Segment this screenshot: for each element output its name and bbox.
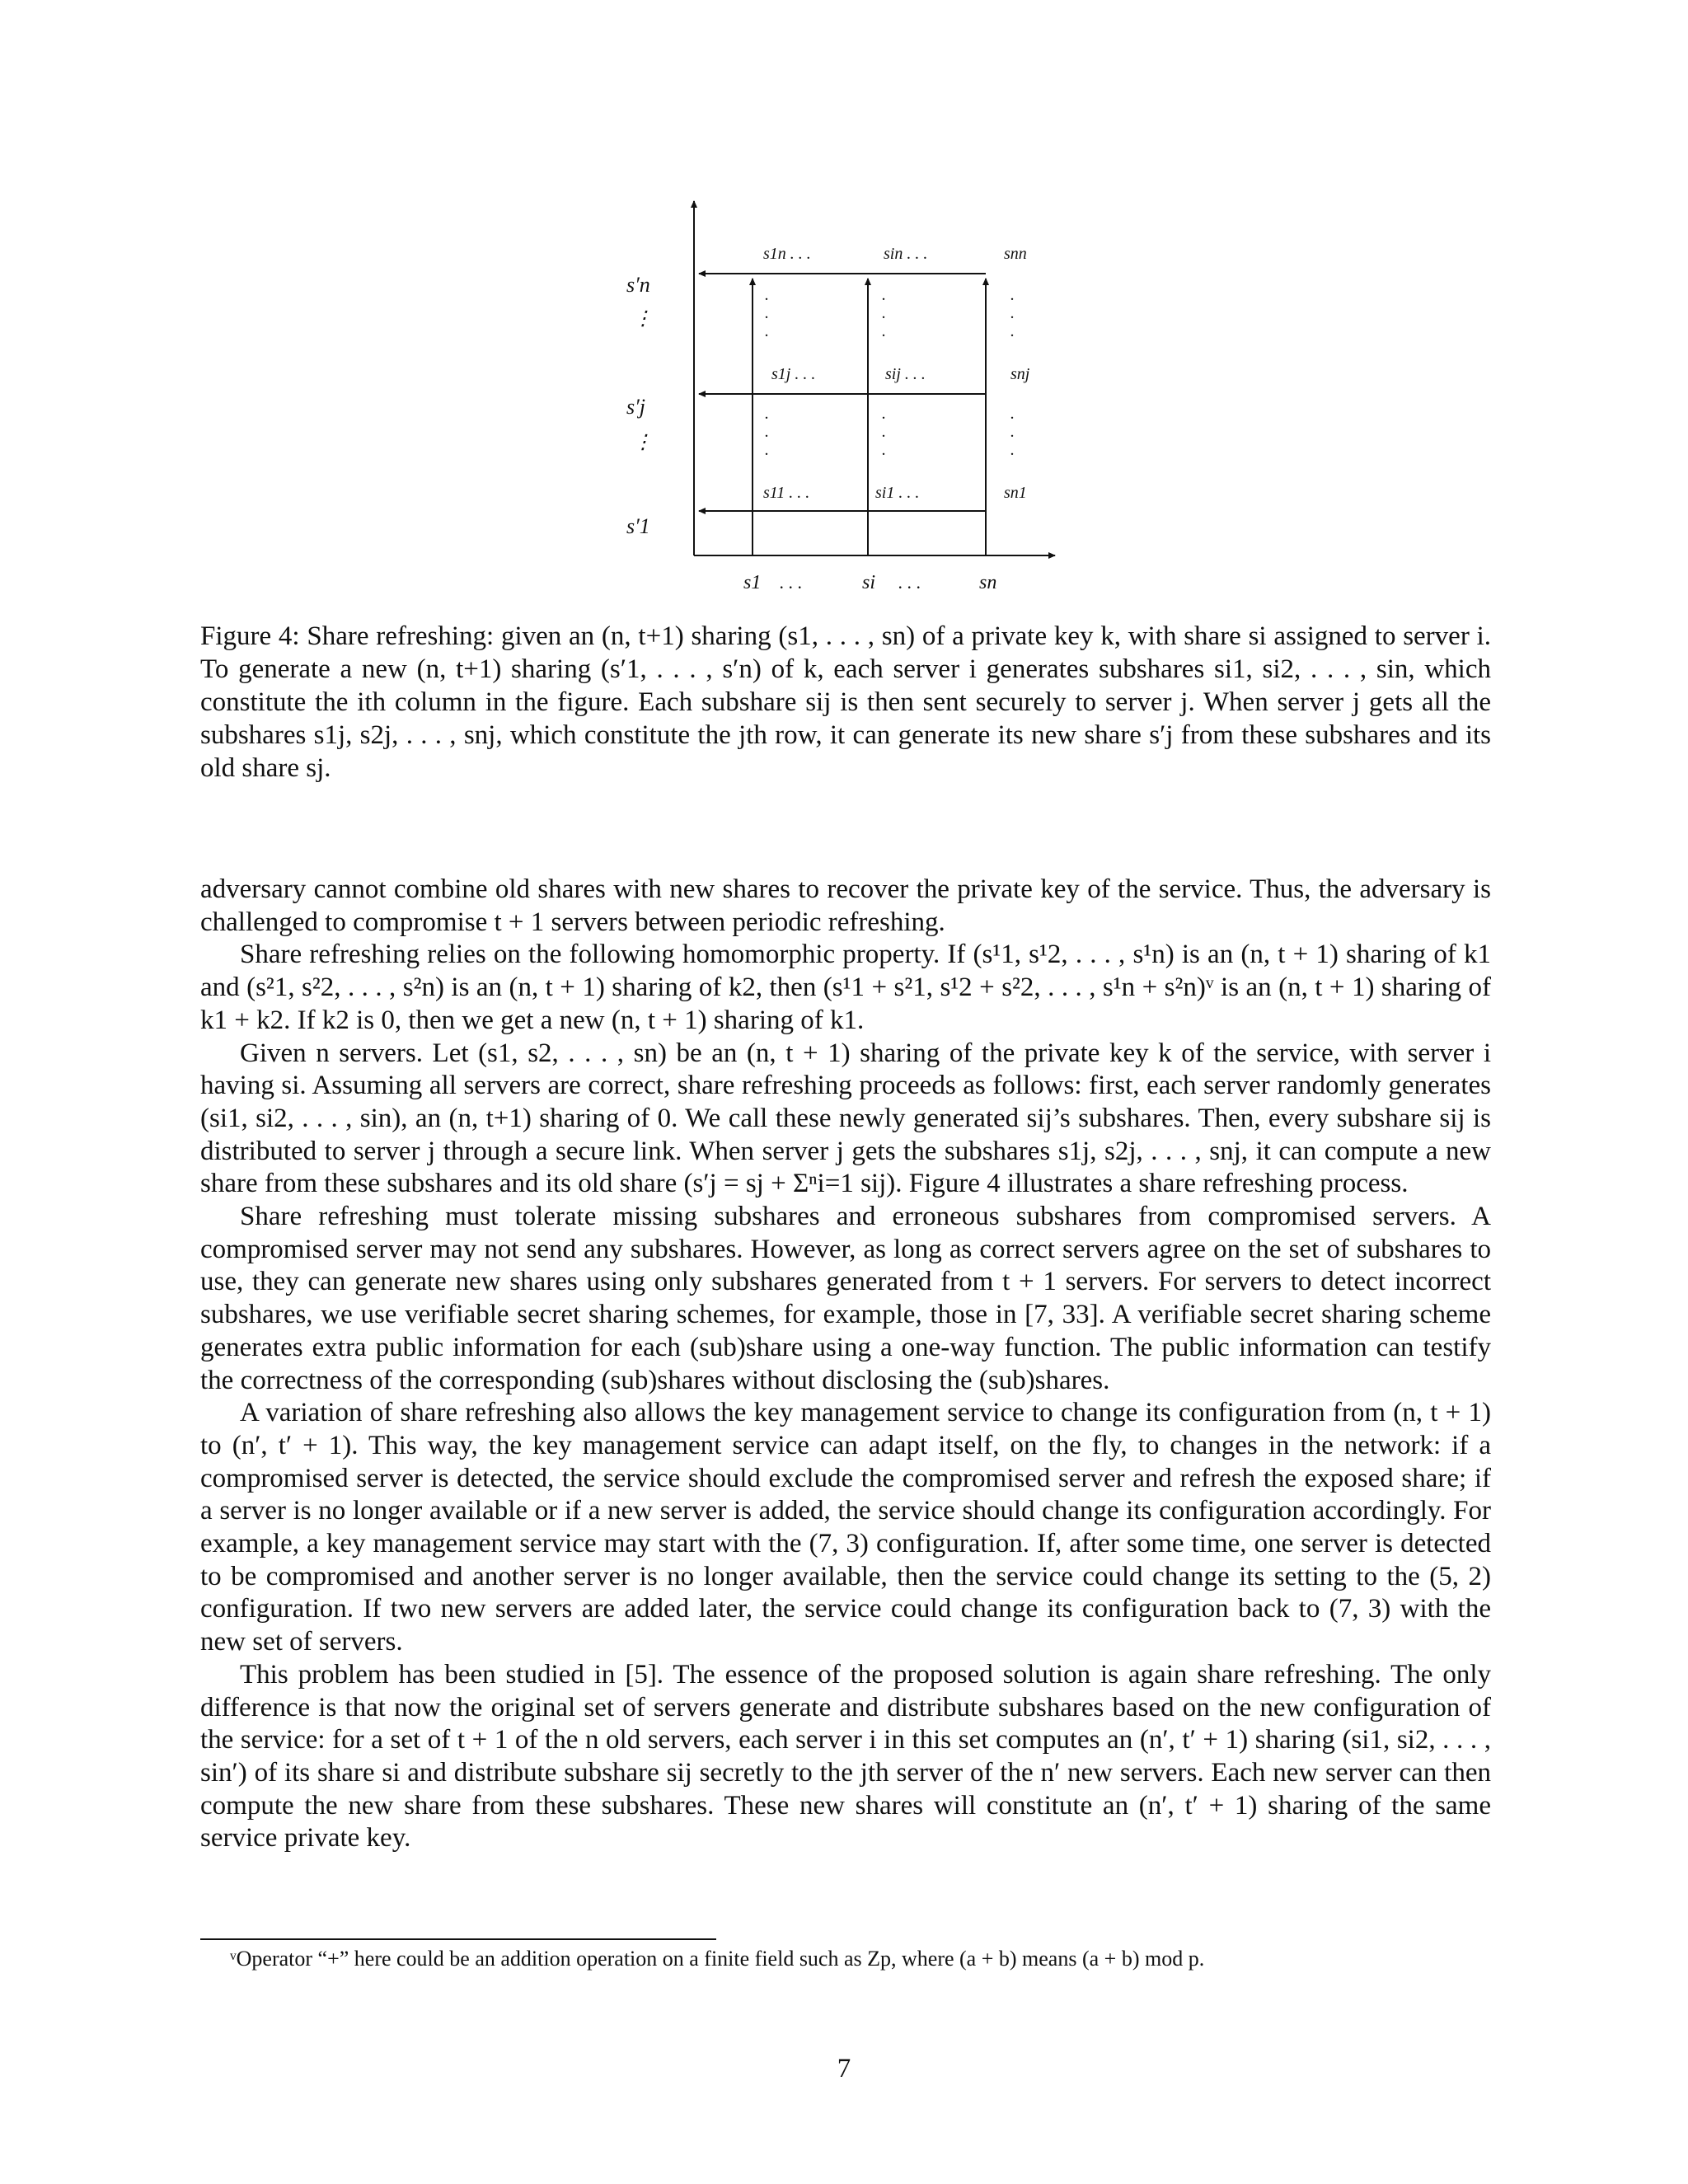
paragraph: adversary cannot combine old shares with new shares to recover the private key of the service. Thus, the adversary is challenged to compromise t + 1 servers between periodic refreshing.: [200, 874, 1491, 937]
share-refresh-figure: [577, 191, 1071, 603]
paragraph: A variation of share refreshing also allows the key management service to change its configuration from (n, t + 1) to (n′, t′ + 1). This way, the key management service can adapt itself, on the fly, to changes in the network: if a compromised server is detected, the service should exclude the compromised server and refresh the exposed share; if a server is no longer available or if a new server is added, the service should change its configuration accordingly. For example, a key management service may start with the (7, 3) configuration. If, after some time, one server is detected to be compromised and another server is no longer available, then the service could change its setting to the (5, 2) configuration. If two new servers are added later, the service could change its configuration back to (7, 3) with the new set of servers.: [200, 1398, 1491, 1657]
dots-coln-lower: .: [1010, 405, 1015, 423]
cell-si1: si1 . . .: [875, 484, 920, 502]
row-label-1: s′1: [626, 514, 650, 538]
dots-coli-upper: .: [882, 286, 886, 304]
cell-s1n: s1n . . .: [763, 245, 811, 263]
dots-coli-lower-3: .: [882, 441, 886, 459]
page-number: 7: [837, 2054, 851, 2083]
cell-sn1: sn1: [1004, 484, 1027, 502]
body-text: [200, 874, 1491, 1855]
dots-col1-lower: .: [765, 405, 769, 423]
dots-col1-upper-3: .: [765, 322, 769, 340]
dots-coln-lower-3: .: [1010, 441, 1015, 459]
dots-col1-upper: .: [765, 286, 769, 304]
dots-coli-upper-3: .: [882, 322, 886, 340]
x-label-dots-2: . . .: [898, 572, 921, 593]
row-label-j: s′j: [626, 395, 646, 419]
paragraph: This problem has been studied in [5]. The essence of the proposed solution is again share refreshing. The only difference is that now the original set of servers generate and distribute subshares based on the new configuration of the service: for a set of t + 1 of the n old servers, each server i in this set computes an (n′, t′ + 1) sharing (si1, si2, . . . , sin′) of its share si and distribute subshare sij secretly to the jth server of the n′ new servers. Each new server can then compute the new share from these subshares. These new shares will constitute an (n′, t′ + 1) sharing of the same service private key.: [200, 1659, 1491, 1854]
x-label-s1: s1: [743, 572, 762, 593]
dots-coln-upper-2: .: [1010, 304, 1015, 322]
cell-sij: sij . . .: [885, 365, 926, 383]
row-label-dots-lower: ⋮: [633, 432, 653, 453]
dots-col1-upper-2: .: [765, 304, 769, 322]
cell-snj: snj: [1010, 365, 1030, 383]
dots-coli-upper-2: .: [882, 304, 886, 322]
dots-coli-lower-2: .: [882, 423, 886, 441]
dots-coln-lower-2: .: [1010, 423, 1015, 441]
paragraph: Share refreshing must tolerate missing subshares and erroneous subshares from compromised servers. A compromised server may not send any subshares. However, as long as correct servers agree on the set of subshares to use, they can generate new shares using only subshares generated from t + 1 servers. For servers to detect incorrect subshares, we use verifiable secret sharing schemes, for example, those in [7, 33]. A verifiable secret sharing scheme generates extra public information for each (sub)share using a one-way function. The public information can testify the correctness of the corresponding (sub)shares without disclosing the (sub)shares.: [200, 1202, 1491, 1395]
cell-snn: snn: [1004, 245, 1027, 263]
x-label-sn: sn: [979, 572, 997, 593]
cell-sin: sin . . .: [884, 245, 928, 263]
paragraph: Given n servers. Let (s1, s2, . . . , sn) be an (n, t + 1) sharing of the private key k of the service, with server i having si. Assuming all servers are correct, share refreshing proceeds as follows: first, each server randomly generates (si1, si2, . . . , sin), an (n, t+1) sharing of 0. We call these newly generated sij’s subshares. Then, every subshare sij is distributed to server j through a secure link. When server j gets the subshares s1j, s2j, . . . , snj, it can compute a new share from these subshares and its old share (s′j = sj + Σⁿi=1 sij). Figure 4 illustrates a share refreshing process.: [200, 1038, 1491, 1199]
dots-coli-lower: .: [882, 405, 886, 423]
cell-s1j: s1j . . .: [771, 365, 816, 383]
figure-diagram: [577, 191, 1071, 603]
row-label-dots-upper: ⋮: [633, 308, 653, 330]
dots-col1-lower-3: .: [765, 441, 769, 459]
dots-coln-upper: .: [1010, 286, 1015, 304]
figure-caption: Figure 4: Share refreshing: given an (n, t+1) sharing (s1, . . . , sn) of a private key k, with share si assigned to server i. To generate a new (n, t+1) sharing (s′1, . . . , s′n) of k, each server i generates subshares si1, si2, . . . , sin, which constitute the ith column in the figure. Each subshare sij is then sent securely to server j. When server j gets all the subshares s1j, s2j, . . . , snj, which constitute the jth row, it can generate its new share s′j from these subshares and its old share sj.: [200, 621, 1491, 783]
dots-coln-upper-3: .: [1010, 322, 1015, 340]
row-label-n: s′n: [626, 273, 650, 297]
dots-col1-lower-2: .: [765, 423, 769, 441]
x-label-dots-1: . . .: [780, 572, 803, 593]
x-label-si: si: [862, 572, 876, 593]
footnote-rule: [200, 1938, 716, 1940]
cell-s11: s11 . . .: [763, 484, 810, 502]
footnote: ᵛOperator “+” here could be an addition operation on a finite field such as Zp, where (a + b) means (a + b) mod p.: [230, 1947, 1205, 1971]
paragraph: Share refreshing relies on the following homomorphic property. If (s¹1, s¹2, . . . , s¹n) is an (n, t + 1) sharing of k1 and (s²1, s²2, . . . , s²n) is an (n, t + 1) sharing of k2, then (s¹1 + s²1, s¹2 + s²2, . . . , s¹n + s²n)ᵛ is an (n, t + 1) sharing of k1 + k2. If k2 is 0, then we get a new (n, t + 1) sharing of k1.: [200, 940, 1491, 1035]
